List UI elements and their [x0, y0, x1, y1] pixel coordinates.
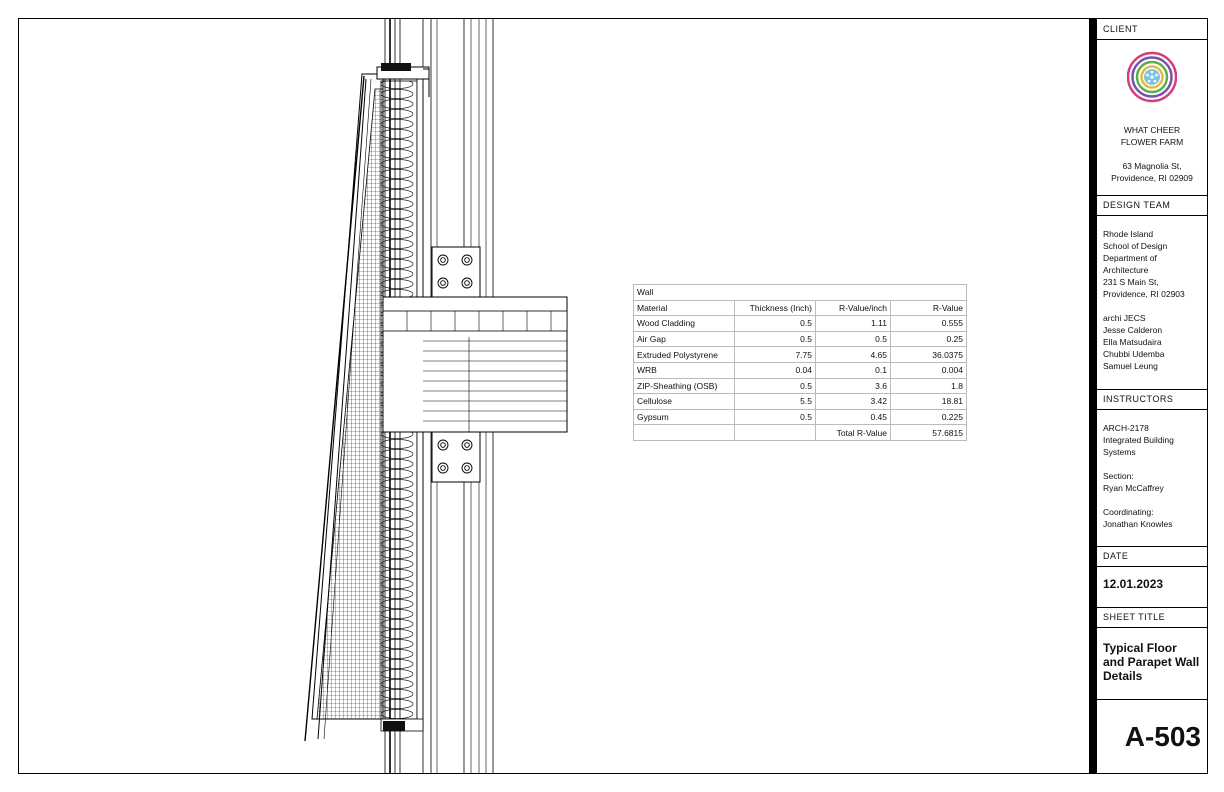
header-material: Material [634, 300, 735, 316]
table-row [634, 347, 967, 363]
table-row [634, 316, 967, 332]
cell-material: WRB [634, 362, 735, 378]
cell-r-value: 0.25 [891, 331, 967, 347]
table-row [634, 331, 967, 347]
table-header-row [634, 300, 967, 316]
cell-r-value-per-inch: 0.5 [816, 331, 891, 347]
instructors-header: INSTRUCTORS [1103, 394, 1174, 404]
coordinating-instructor: Coordinating: Jonathan Knowles [1103, 507, 1173, 529]
design-team-members: archi JECS Jesse Calderon Ella Matsudaira Chubbi Udemba Samuel Leung [1103, 313, 1165, 371]
sheet-title-header: SHEET TITLE [1103, 612, 1166, 622]
drawing-sheet [18, 18, 1208, 774]
cell-r-value: 0.004 [891, 362, 967, 378]
cell-thickness: 0.5 [735, 409, 816, 425]
header-r-value: R-Value [891, 300, 967, 316]
client-name: WHAT CHEER FLOWER FARM [1120, 125, 1184, 147]
cell-r-value-per-inch: 3.6 [816, 378, 891, 394]
total-label: Total R-Value [816, 425, 891, 441]
cell-thickness: 0.5 [735, 331, 816, 347]
table-row [634, 362, 967, 378]
cell-r-value: 1.8 [891, 378, 967, 394]
header-r-value-per-inch: R-Value/inch [816, 300, 891, 316]
cell-r-value-per-inch: 3.42 [816, 394, 891, 410]
date-value: 12.01.2023 [1103, 577, 1164, 591]
table-title-row [634, 285, 967, 301]
cell-thickness: 7.75 [735, 347, 816, 363]
total-value: 57.6815 [891, 425, 967, 441]
cell-thickness: 0.04 [735, 362, 816, 378]
design-team-header: DESIGN TEAM [1103, 200, 1171, 210]
course-info: ARCH-2178 Integrated Building Systems [1103, 423, 1174, 457]
table-total-row [634, 425, 967, 441]
cell-material: Wood Cladding [634, 316, 735, 332]
cell-thickness: 0.5 [735, 316, 816, 332]
cell-r-value: 36.0375 [891, 347, 967, 363]
client-header: CLIENT [1103, 24, 1139, 34]
cell-material: Gypsum [634, 409, 735, 425]
sheet-title: Typical Floor and Parapet Wall Details [1103, 641, 1200, 683]
cell-thickness: 0.5 [735, 378, 816, 394]
wall-section-drawing [19, 19, 1089, 773]
cell-r-value-per-inch: 1.11 [816, 316, 891, 332]
cell-material: Extruded Polystyrene [634, 347, 735, 363]
design-team-org: Rhode Island School of Design Department of Architecture 231 S Main St, Providence, RI 02903 [1103, 229, 1185, 299]
r-value-table [633, 284, 967, 441]
cell-r-value-per-inch: 0.45 [816, 409, 891, 425]
section-instructor: Section: Ryan McCaffrey [1103, 471, 1164, 493]
cell-thickness: 5.5 [735, 394, 816, 410]
date-header: DATE [1103, 551, 1129, 561]
title-block [1097, 19, 1207, 773]
client-address: 63 Magnolia St, Providence, RI 02909 [1111, 161, 1193, 183]
cell-material: Cellulose [634, 394, 735, 410]
flower-farm-logo [1127, 50, 1177, 106]
cell-material: Air Gap [634, 331, 735, 347]
header-thickness: Thickness (Inch) [735, 300, 816, 316]
sheet-number: A-503 [1124, 721, 1201, 752]
titleblock-divider [1089, 19, 1097, 773]
table-row [634, 378, 967, 394]
cell-r-value-per-inch: 4.65 [816, 347, 891, 363]
table-row [634, 409, 967, 425]
cell-r-value: 0.555 [891, 316, 967, 332]
table-title: Wall [634, 285, 967, 301]
cell-material: ZIP-Sheathing (OSB) [634, 378, 735, 394]
cell-r-value: 0.225 [891, 409, 967, 425]
cell-r-value: 18.81 [891, 394, 967, 410]
cell-r-value-per-inch: 0.1 [816, 362, 891, 378]
table-row [634, 394, 967, 410]
